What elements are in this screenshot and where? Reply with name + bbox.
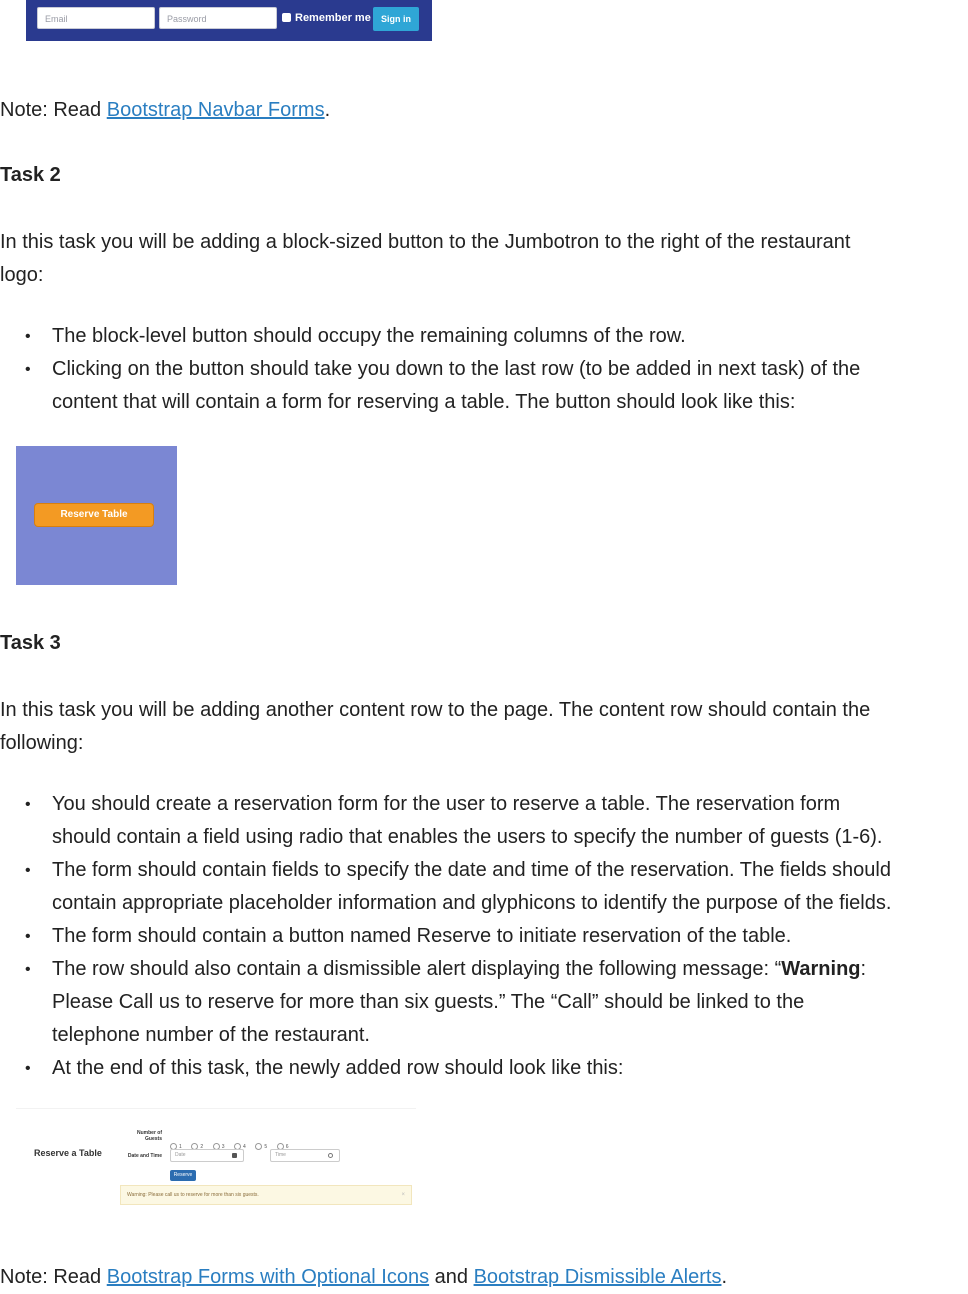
task-2-intro-line-1: In this task you will be adding a block-sized button to the Jumbotron to the right of the restaurant (0, 231, 851, 253)
date-input (170, 1149, 244, 1162)
list-item-text (52, 953, 968, 986)
navbar-form-screenshot (26, 0, 432, 41)
time-placeholder: Time (275, 1152, 286, 1158)
list-item-text: • Clicking on the button should take you down to the last row (to be added in next task) of the (52, 358, 861, 380)
guest-option-label: 5 (264, 1144, 268, 1150)
bootstrap-dismissible-alerts-link[interactable]: Bootstrap Dismissible Alerts (473, 1266, 722, 1288)
reservation-form-screenshot (16, 1108, 416, 1209)
note-suffix: . (324, 99, 331, 121)
guest-option-label: 2 (200, 1144, 204, 1150)
guests-label-line-2: Guests (145, 1136, 162, 1142)
list-item-text: content that will contain a form for reserving a table. The button should look like this: (52, 391, 796, 413)
alert-bullet-post: : (860, 958, 867, 980)
guest-option-label: 3 (221, 1144, 225, 1150)
list-item (0, 953, 968, 1052)
task-3-intro-line-1: In this task you will be adding another content row to the page. The content row should contain the (0, 699, 871, 721)
task-3-heading: Task 3 (0, 632, 61, 654)
note-middle: and (429, 1266, 474, 1288)
radio-icon (255, 1143, 262, 1150)
list-item (0, 788, 968, 854)
close-icon: × (401, 1192, 405, 1198)
bootstrap-forms-icons-link[interactable]: Bootstrap Forms with Optional Icons (106, 1266, 430, 1288)
warning-bold: Warning (781, 958, 861, 980)
alert-bullet-pre: The row should also contain a dismissible alert displaying the following message: “ (52, 958, 782, 980)
task-3-intro-line-2: following: (0, 732, 84, 754)
sign-in-button: Sign in (373, 7, 419, 31)
task-2-heading: Task 2 (0, 164, 61, 186)
list-item-text: contain appropriate placeholder information and glyphicons to identify the purpose of the fields. (52, 892, 892, 914)
list-item-text: Please Call us to reserve for more than six guests.” The “Call” should be linked to the (52, 991, 805, 1013)
list-item-text: • The block-level button should occupy the remaining columns of the row. (52, 325, 686, 347)
bootstrap-navbar-forms-link[interactable]: Bootstrap Navbar Forms (106, 99, 325, 121)
guests-label-line-1: Number of (137, 1130, 162, 1136)
email-input: Email (37, 7, 155, 29)
alert-text: Warning: Please call us to reserve for more than six guests. (127, 1192, 259, 1198)
time-input (270, 1149, 340, 1162)
reserve-button: Reserve (170, 1170, 196, 1181)
task-3-list (0, 788, 968, 1085)
list-item-text: • The form should contain a button named Reserve to initiate reservation of the table. (52, 925, 792, 947)
list-item-text: telephone number of the restaurant. (52, 1024, 370, 1046)
list-item (0, 854, 968, 920)
warning-alert (120, 1185, 412, 1205)
datetime-label: Date and Time (127, 1153, 162, 1159)
note-forms-alerts (0, 1261, 727, 1294)
guest-option-label: 6 (285, 1144, 289, 1150)
list-item-text: • The form should contain fields to specify the date and time of the reservation. The fields should (52, 859, 891, 881)
task-2-intro-line-2: logo: (0, 264, 44, 286)
calendar-icon (232, 1153, 237, 1158)
guest-option-label: 1 (179, 1144, 182, 1150)
list-item (0, 353, 968, 419)
list-item-text: should contain a field using radio that enables the users to specify the number of guests (1-6). (52, 826, 883, 848)
password-input: Password (159, 7, 277, 29)
reserve-table-screenshot (16, 446, 177, 585)
list-item (0, 920, 968, 953)
list-item-text: • At the end of this task, the newly added row should look like this: (52, 1057, 624, 1079)
clock-icon (328, 1153, 333, 1158)
note-suffix: . (721, 1266, 728, 1288)
list-item-text: • You should create a reservation form for the user to reserve a table. The reservation form (52, 793, 841, 815)
remember-label: Remember me (295, 12, 371, 24)
reserve-table-button: Reserve Table (34, 503, 154, 527)
note-navbar-forms (0, 94, 330, 127)
note-prefix: Note: Read (0, 1266, 107, 1288)
date-placeholder: Date (175, 1152, 186, 1158)
list-item (0, 1052, 968, 1085)
guests-label (126, 1130, 162, 1142)
note-prefix: Note: Read (0, 99, 107, 121)
task-2-list (0, 320, 968, 419)
reserve-table-heading: Reserve a Table (34, 1148, 102, 1158)
list-item (0, 320, 968, 353)
guest-option-label: 4 (243, 1144, 246, 1150)
remember-checkbox (282, 13, 291, 22)
guest-radio (255, 1143, 267, 1150)
